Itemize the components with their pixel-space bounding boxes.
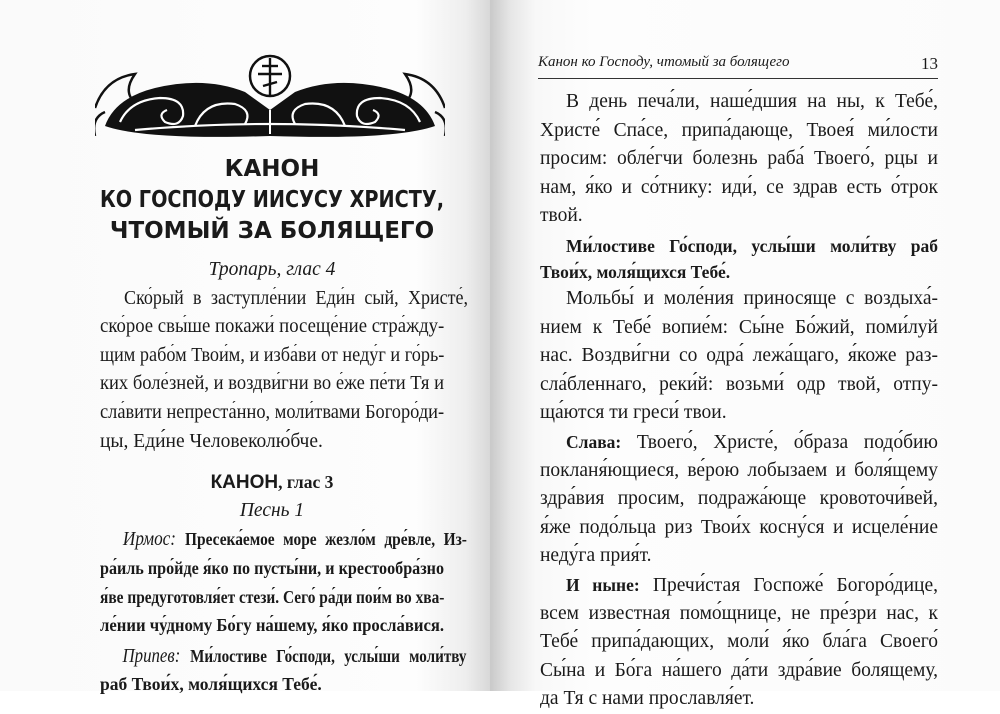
text-line: я́ве предуготовля́ет стези́. Сего́ ра́ди пои́м во хва- — [100, 586, 445, 607]
title-line: ЧТОМЫЙ ЗА БОЛЯЩЕГО — [109, 218, 435, 244]
text-line: ща́ются ти греси́ твои. — [540, 402, 727, 424]
text-line: ра́иль про́йде я́ко по пусты́ни, и крестообра́зно — [100, 557, 444, 578]
text-line: нам, я́ко и со́тнику: иди́, се здрав есть о́трок — [540, 176, 938, 198]
refrain-text: Ми́лостиве Го́споди, услы́ши моли́тву — [190, 645, 467, 666]
irmos-text: Пресека́емое море жезло́м дре́вле, Из- — [185, 529, 467, 550]
ornamental-headpiece — [95, 48, 445, 140]
running-head-title: Канон ко Господу, чтомый за болящего — [538, 54, 790, 70]
text-line: Мольбы́ и моле́ния приносяще с воздыха́- — [566, 287, 938, 309]
text-line: Христе́ Спа́се, припа́дающе, Твоея́ ми́лости — [540, 119, 938, 141]
text-line: да Тя с нами прославля́ет. — [540, 688, 755, 710]
text-line: ких боле́зней, и воздви́гни во е́же пе́ти Тя и — [100, 373, 444, 395]
title-line: КО ГОСПОДУ ИИСУСУ ХРИСТУ, — [100, 187, 445, 213]
text-line — [540, 571, 938, 600]
text-line: раб Твои́х, моля́щихся Тебе́. — [100, 674, 322, 695]
text-line: Твои́х, моля́щихся Тебе́. — [540, 261, 731, 282]
text-line: твой. — [540, 205, 583, 227]
text-line: ско́рое свы́ше покажи́ посеще́ние стра́жду- — [100, 316, 445, 338]
title-line: КАНОН — [224, 156, 320, 182]
left-page — [0, 0, 490, 695]
paragraph — [540, 88, 938, 231]
text-line: ле́нии чу́дному Бо́гу на́шему, я́ко просла́вися. — [100, 615, 445, 636]
ode-heading: Песнь 1 — [239, 499, 305, 521]
troparion-paragraph — [100, 285, 469, 457]
refrain-paragraph — [100, 642, 467, 699]
right-page — [490, 0, 1000, 710]
text-line: сла́вити непреста́нно, моли́твами Богоро́ди- — [100, 401, 445, 423]
text-line: В день печа́ли, наше́дшия на ны, к Тебе́, — [566, 91, 938, 112]
text-line: покланя́ющиеся, ве́рою лобызаем и боля́щему — [540, 459, 938, 481]
text-line: сла́бленнаго, реки́й: возьми́ одр твой, отпу- — [540, 373, 938, 395]
canon-title — [100, 154, 444, 247]
text-line: всем известная помо́щнице, не пре́зри нас, к — [540, 602, 938, 624]
text-line — [100, 525, 467, 554]
text-line: я́же подо́льца риз Твои́х косну́ся и исцеле́ние — [540, 516, 938, 538]
now-label: И ныне: — [566, 574, 640, 595]
text-line: Тебе́ припа́дающих, моли́ я́ко бла́га Своего́ — [540, 631, 938, 653]
text-line: Сы́на и Бо́га на́шего да́ти здра́вие болящему, — [540, 659, 938, 681]
page-number: 13 — [921, 54, 938, 73]
glory-label: Слава: — [566, 431, 622, 452]
right-text-column — [540, 88, 938, 714]
text-line: неду́га прия́т. — [540, 545, 652, 567]
running-head — [538, 54, 938, 79]
paragraph — [540, 285, 938, 428]
irmos-paragraph — [100, 525, 467, 639]
troparion-heading: Тропарь, глас 4 — [208, 259, 336, 280]
canon-heading-bold: КАНОН — [210, 472, 279, 494]
text-line: щим рабо́м Твои́м, и изба́ви от неду́г и го́рь- — [100, 344, 445, 366]
text-line — [540, 428, 938, 457]
text-line: нас. Воздви́гни со одра́ лежа́щаго, я́коже раз- — [540, 345, 938, 367]
text-line: Ми́лостиве Го́споди, услы́ши моли́тву раб — [566, 235, 938, 256]
glory-text: Твоего́, Христе́, о́браза подо́бию — [636, 431, 938, 453]
now-paragraph — [540, 571, 938, 714]
text-line — [100, 642, 466, 671]
left-text-column — [100, 256, 469, 699]
canon-heading-rest: , глас 3 — [278, 472, 334, 493]
glory-paragraph — [540, 428, 938, 571]
text-line: просим: обле́гчи болезнь раба́ Твоего́, рцы и — [540, 148, 938, 170]
canon-heading — [100, 468, 444, 497]
text-line: нием к Тебе́ вопие́м: Сы́не Бо́жий, поми́луй — [540, 316, 938, 338]
text-line: Ско́рый в заступле́нии Еди́н сый, Христе́, — [124, 287, 469, 309]
irmos-label: Ирмос: — [122, 529, 177, 551]
refrain-label: Припев: — [122, 645, 181, 667]
refrain-paragraph — [540, 233, 938, 285]
text-line: цы, Еди́не Человеколю́бче. — [100, 430, 323, 452]
now-text: Пречи́стая Госпоже́ Богоро́дице, — [652, 574, 939, 596]
text-line: здра́вия просим, подража́юще кровоточи́вей, — [540, 488, 938, 510]
